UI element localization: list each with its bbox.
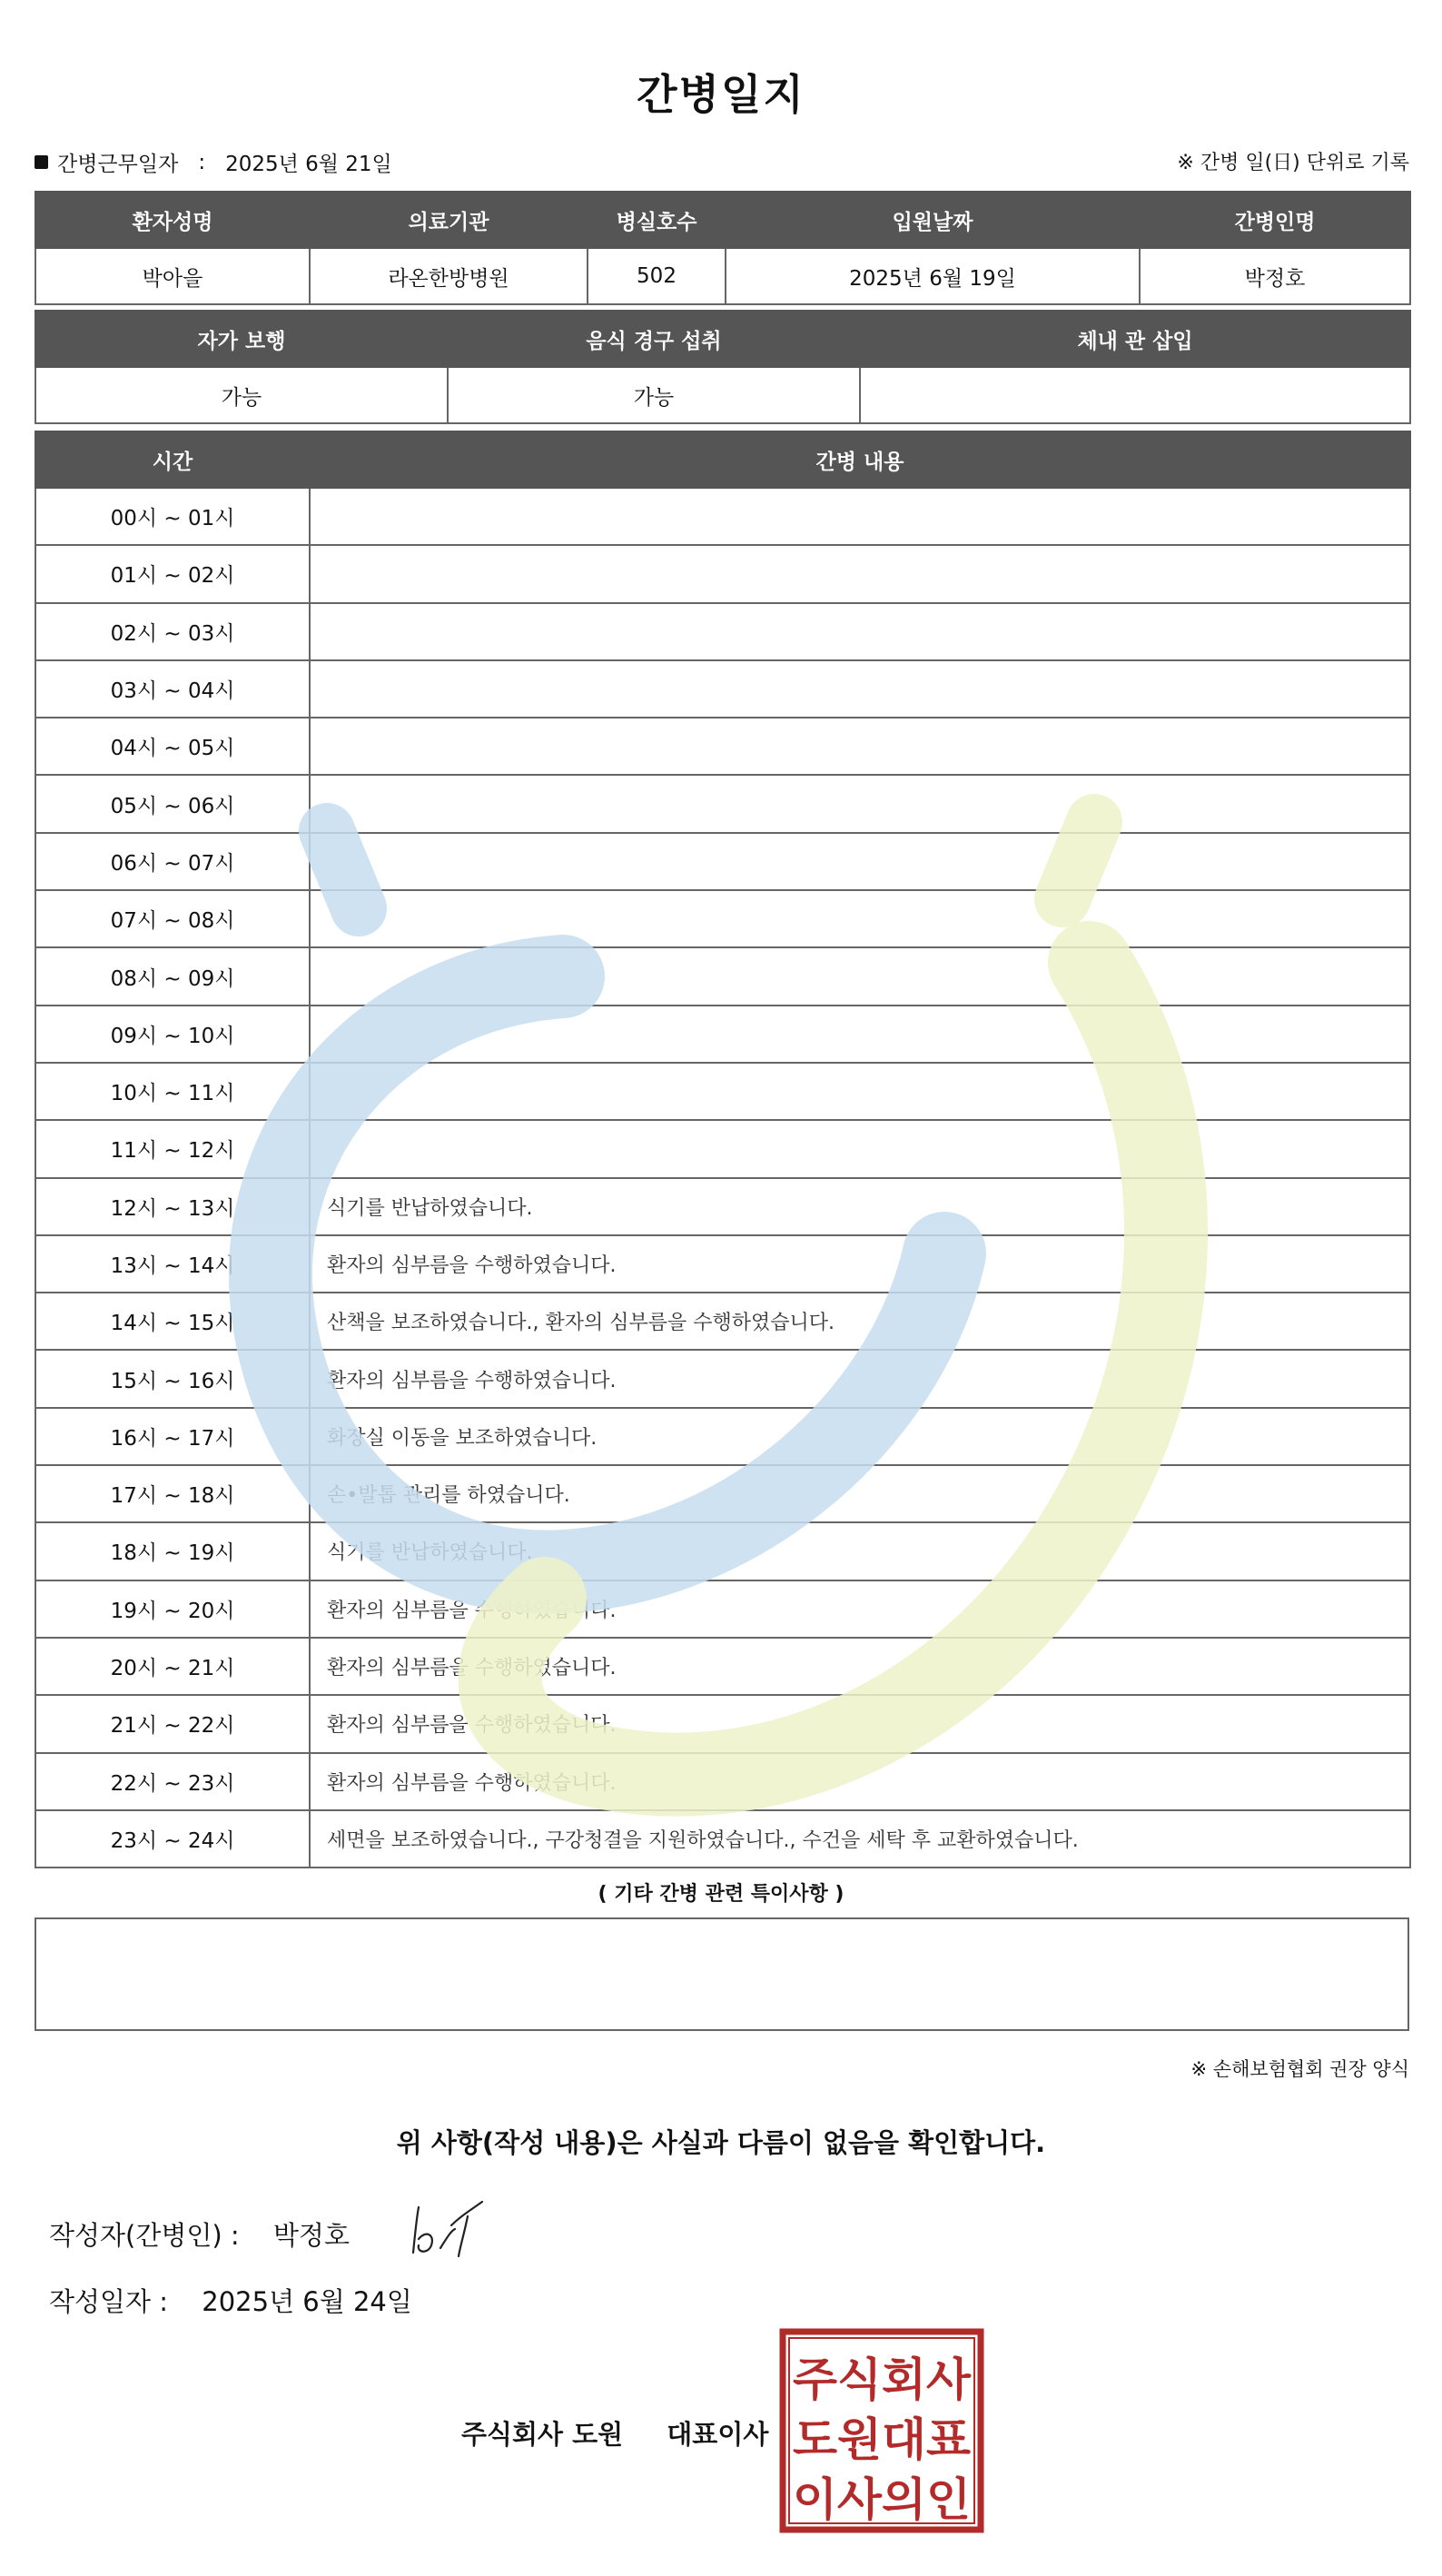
care-log-table [35,431,1411,1868]
tube-insertion-value [860,367,1410,423]
care-log-time: 17시 ~ 18시 [35,1465,310,1522]
care-log-row [35,1293,1410,1350]
care-log-row [35,1465,1410,1522]
care-log-row [35,890,1410,947]
admission-date-header: 입원날짜 [726,192,1140,248]
care-log-time: 05시 ~ 06시 [35,775,310,832]
care-log-content [310,545,1410,602]
record-unit-note: ※ 간병 일(日) 단위로 기록 [1177,152,1409,174]
company-name: 주식회사 도원 [461,2419,624,2450]
company-signature-line [461,2414,768,2452]
care-log-time: 08시 ~ 09시 [35,947,310,1005]
care-log-content: 환자의 심부름을 수행하였습니다. [310,1350,1410,1407]
care-log-row [35,1695,1410,1752]
writer-label: 작성자(간병인) : [49,2220,240,2251]
care-log-content [310,1063,1410,1120]
care-log-time: 07시 ~ 08시 [35,890,310,947]
patient-info-header-row [35,192,1410,248]
care-log-content [310,890,1410,947]
care-log-time: 04시 ~ 05시 [35,718,310,775]
care-log-content [310,833,1410,890]
work-date-label: 간병근무일자 [57,153,179,176]
care-log-time: 01시 ~ 02시 [35,545,310,602]
written-date-value: 2025년 6월 24일 [202,2286,412,2317]
care-log-content: 환자의 심부름을 수행하였습니다. [310,1695,1410,1752]
caregiver-name-value: 박정호 [1140,248,1410,304]
care-log-time: 09시 ~ 10시 [35,1006,310,1063]
oral-intake-header: 음식 경구 섭취 [448,311,860,367]
oral-intake-value: 가능 [448,367,860,423]
patient-status-table [35,310,1411,424]
care-log-content: 세면을 보조하였습니다., 구강청결을 지원하였습니다., 수건을 세탁 후 교환하였습니다. [310,1810,1410,1868]
care-log-content [310,947,1410,1005]
bullet-square-icon [35,155,48,169]
care-log-content [310,775,1410,832]
care-log-content [310,488,1410,545]
care-log-header-row [35,431,1410,488]
admission-date-value: 2025년 6월 19일 [726,248,1140,304]
care-log-row [35,1580,1410,1638]
care-log-content [310,603,1410,660]
care-log-time: 14시 ~ 15시 [35,1293,310,1350]
written-date-label: 작성일자 : [49,2286,169,2317]
care-log-body [35,488,1410,1868]
care-log-time: 19시 ~ 20시 [35,1580,310,1638]
care-log-time: 15시 ~ 16시 [35,1350,310,1407]
care-log-content [310,660,1410,718]
patient-info-table [35,191,1411,305]
time-header: 시간 [35,431,310,488]
room-number-value: 502 [588,248,726,304]
care-log-row [35,1350,1410,1407]
tube-insertion-header: 체내 관 삽입 [860,311,1410,367]
handwritten-signature [404,2189,513,2271]
care-log-content [310,718,1410,775]
care-log-time: 16시 ~ 17시 [35,1408,310,1465]
document-title: 간병일지 [637,70,805,119]
writer-name: 박정호 [272,2220,350,2251]
hospital-value: 라온한방병원 [310,248,588,304]
care-log-row [35,1235,1410,1293]
care-log-time: 22시 ~ 23시 [35,1753,310,1810]
care-log-row [35,1006,1410,1063]
care-log-content: 환자의 심부름을 수행하였습니다. [310,1235,1410,1293]
care-log-time: 06시 ~ 07시 [35,833,310,890]
patient-status-header-row [35,311,1410,367]
care-log-row [35,488,1410,545]
care-log-row [35,1063,1410,1120]
care-log-content: 식기를 반납하였습니다. [310,1522,1410,1580]
care-log-row [35,947,1410,1005]
care-log-row [35,1638,1410,1695]
care-log-content: 식기를 반납하였습니다. [310,1178,1410,1235]
care-log-content: 화장실 이동을 보조하였습니다. [310,1408,1410,1465]
walking-value: 가능 [35,367,448,423]
form-source-note: ※ 손해보험협회 권장 양식 [1190,2058,1409,2080]
care-content-header: 간병 내용 [310,431,1410,488]
company-seal-stamp [779,2328,984,2533]
care-log-row [35,1120,1410,1177]
written-date-row [49,2282,412,2319]
care-log-time: 11시 ~ 12시 [35,1120,310,1177]
notes-title: ( 기타 간병 관련 특이사항 ) [598,1883,844,1906]
confirmation-statement: 위 사항(작성 내용)은 사실과 다름이 없음을 확인합니다. [396,2127,1046,2158]
hospital-header: 의료기관 [310,192,588,248]
caregiver-name-header: 간병인명 [1140,192,1410,248]
seal-text-line: 도원대표 [793,2413,972,2466]
care-log-content [310,1120,1410,1177]
care-log-row [35,660,1410,718]
seal-text-line: 주식회사 [793,2353,972,2406]
care-log-row [35,718,1410,775]
writer-row [49,2215,350,2253]
care-log-content: 환자의 심부름을 수행하였습니다. [310,1580,1410,1638]
care-log-row [35,545,1410,602]
patient-status-value-row [35,367,1410,423]
care-log-time: 23시 ~ 24시 [35,1810,310,1868]
care-log-content: 손•발톱 관리를 하였습니다. [310,1465,1410,1522]
special-notes-box [35,1917,1409,2031]
care-log-time: 02시 ~ 03시 [35,603,310,660]
room-number-header: 병실호수 [588,192,726,248]
company-representative-title: 대표이사 [667,2419,769,2450]
work-date-value: 2025년 6월 21일 [225,153,392,176]
care-log-time: 18시 ~ 19시 [35,1522,310,1580]
care-log-row [35,833,1410,890]
care-log-time: 10시 ~ 11시 [35,1063,310,1120]
care-log-row [35,1753,1410,1810]
care-log-row [35,1810,1410,1868]
care-log-time: 03시 ~ 04시 [35,660,310,718]
care-log-row [35,603,1410,660]
patient-name-header: 환자성명 [35,192,310,248]
work-date-separator: : [198,150,206,174]
care-log-content [310,1006,1410,1063]
care-log-row [35,1178,1410,1235]
care-log-time: 00시 ~ 01시 [35,488,310,545]
work-date-row [35,147,392,177]
walking-header: 자가 보행 [35,311,448,367]
patient-info-value-row [35,248,1410,304]
care-log-row [35,1522,1410,1580]
care-log-time: 12시 ~ 13시 [35,1178,310,1235]
care-log-time: 21시 ~ 22시 [35,1695,310,1752]
care-log-time: 13시 ~ 14시 [35,1235,310,1293]
care-log-content: 산책을 보조하였습니다., 환자의 심부름을 수행하였습니다. [310,1293,1410,1350]
care-log-row [35,1408,1410,1465]
care-log-content: 환자의 심부름을 수행하였습니다. [310,1638,1410,1695]
care-log-row [35,775,1410,832]
care-log-content: 환자의 심부름을 수행하였습니다. [310,1753,1410,1810]
patient-name-value: 박아을 [35,248,310,304]
seal-text-line: 이사의인 [793,2473,971,2526]
care-log-time: 20시 ~ 21시 [35,1638,310,1695]
